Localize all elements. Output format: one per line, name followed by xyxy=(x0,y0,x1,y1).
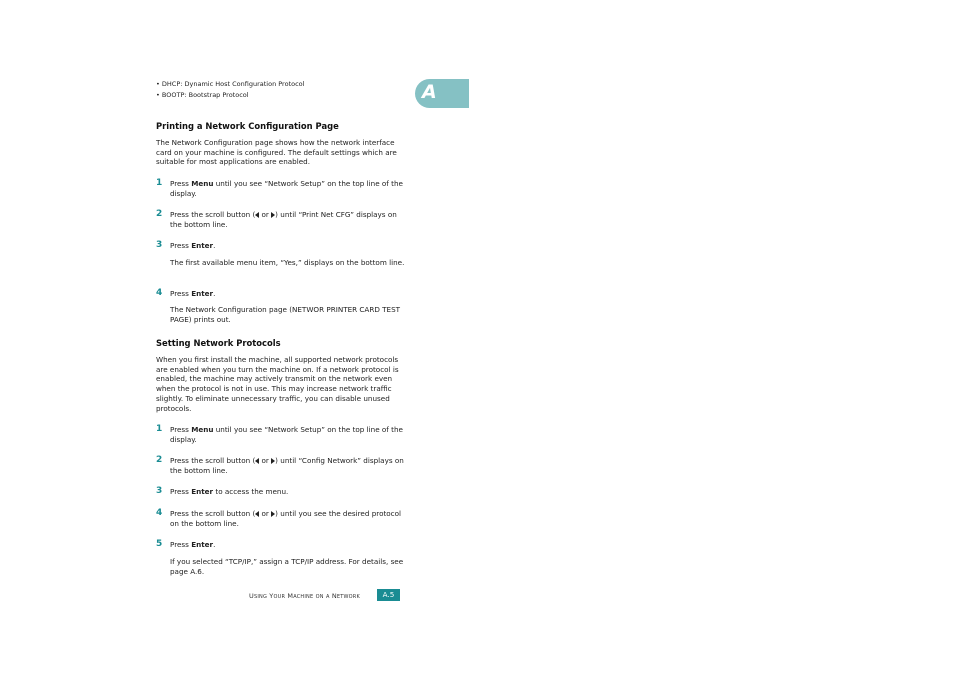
chapter-tab xyxy=(415,79,469,108)
step-note: The Network Configuration page (NETWOR PRINTER CARD TEST PAGE) prints out. xyxy=(170,305,401,324)
step-text: Press Enter. xyxy=(170,241,216,250)
step-text: Press Menu until you see “Network Setup” on the top line of the display. xyxy=(170,179,403,198)
step-text: Press Enter. xyxy=(170,540,216,549)
step-note: The first available menu item, “Yes,” displays on the bottom line. xyxy=(170,258,405,267)
step-number: 1 xyxy=(156,178,163,188)
step-number: 4 xyxy=(156,508,163,518)
step-text: Press the scroll button ( or ) until “Print Net CFG” displays on the bottom line. xyxy=(170,210,397,229)
bullet-item: • DHCP: Dynamic Host Configuration Protocol xyxy=(156,80,305,88)
bullet-item: • BOOTP: Bootstrap Protocol xyxy=(156,90,249,99)
bullet-list xyxy=(156,79,304,100)
step-text: Press Enter. xyxy=(170,289,216,298)
section-intro: The Network Configuration page shows how the network interface card on your machine is configured. The default settings which are suitable for most applications are enabled. xyxy=(156,138,397,167)
step-note: If you selected “TCP/IP,” assign a TCP/IP address. For details, see page A.6. xyxy=(170,557,404,576)
step-text: Press Enter to access the menu. xyxy=(170,487,289,496)
section-intro: When you first install the machine, all supported network protocols are enabled when you turn the machine on. If a network protocol is enabled, the machine may actively transmit on the network even when the protocol is not in use. This may increase network traffic slightly. To eliminate unnecessary traffic, you can disable unused protocols. xyxy=(156,355,399,413)
step-number: 1 xyxy=(156,424,163,434)
step-number: 2 xyxy=(156,455,163,465)
step-number: 2 xyxy=(156,209,163,219)
step-number: 5 xyxy=(156,539,163,549)
step-number: 3 xyxy=(156,486,163,496)
section-title: Setting Network Protocols xyxy=(156,338,281,348)
chapter-letter: A xyxy=(422,81,437,103)
step-text: Press the scroll button ( or ) until you see the desired protocol on the bottom line. xyxy=(170,509,402,528)
step-number: 3 xyxy=(156,240,163,250)
step-number: 4 xyxy=(156,288,163,298)
page-number: A.5 xyxy=(377,589,400,601)
step-text: Press Menu until you see “Network Setup” on the top line of the display. xyxy=(170,425,403,444)
section-title: Printing a Network Configuration Page xyxy=(156,121,339,131)
step-text: Press the scroll button ( or ) until “Config Network” displays on the bottom line. xyxy=(170,456,404,475)
footer-title: Using Your Machine on a Network xyxy=(249,592,360,600)
